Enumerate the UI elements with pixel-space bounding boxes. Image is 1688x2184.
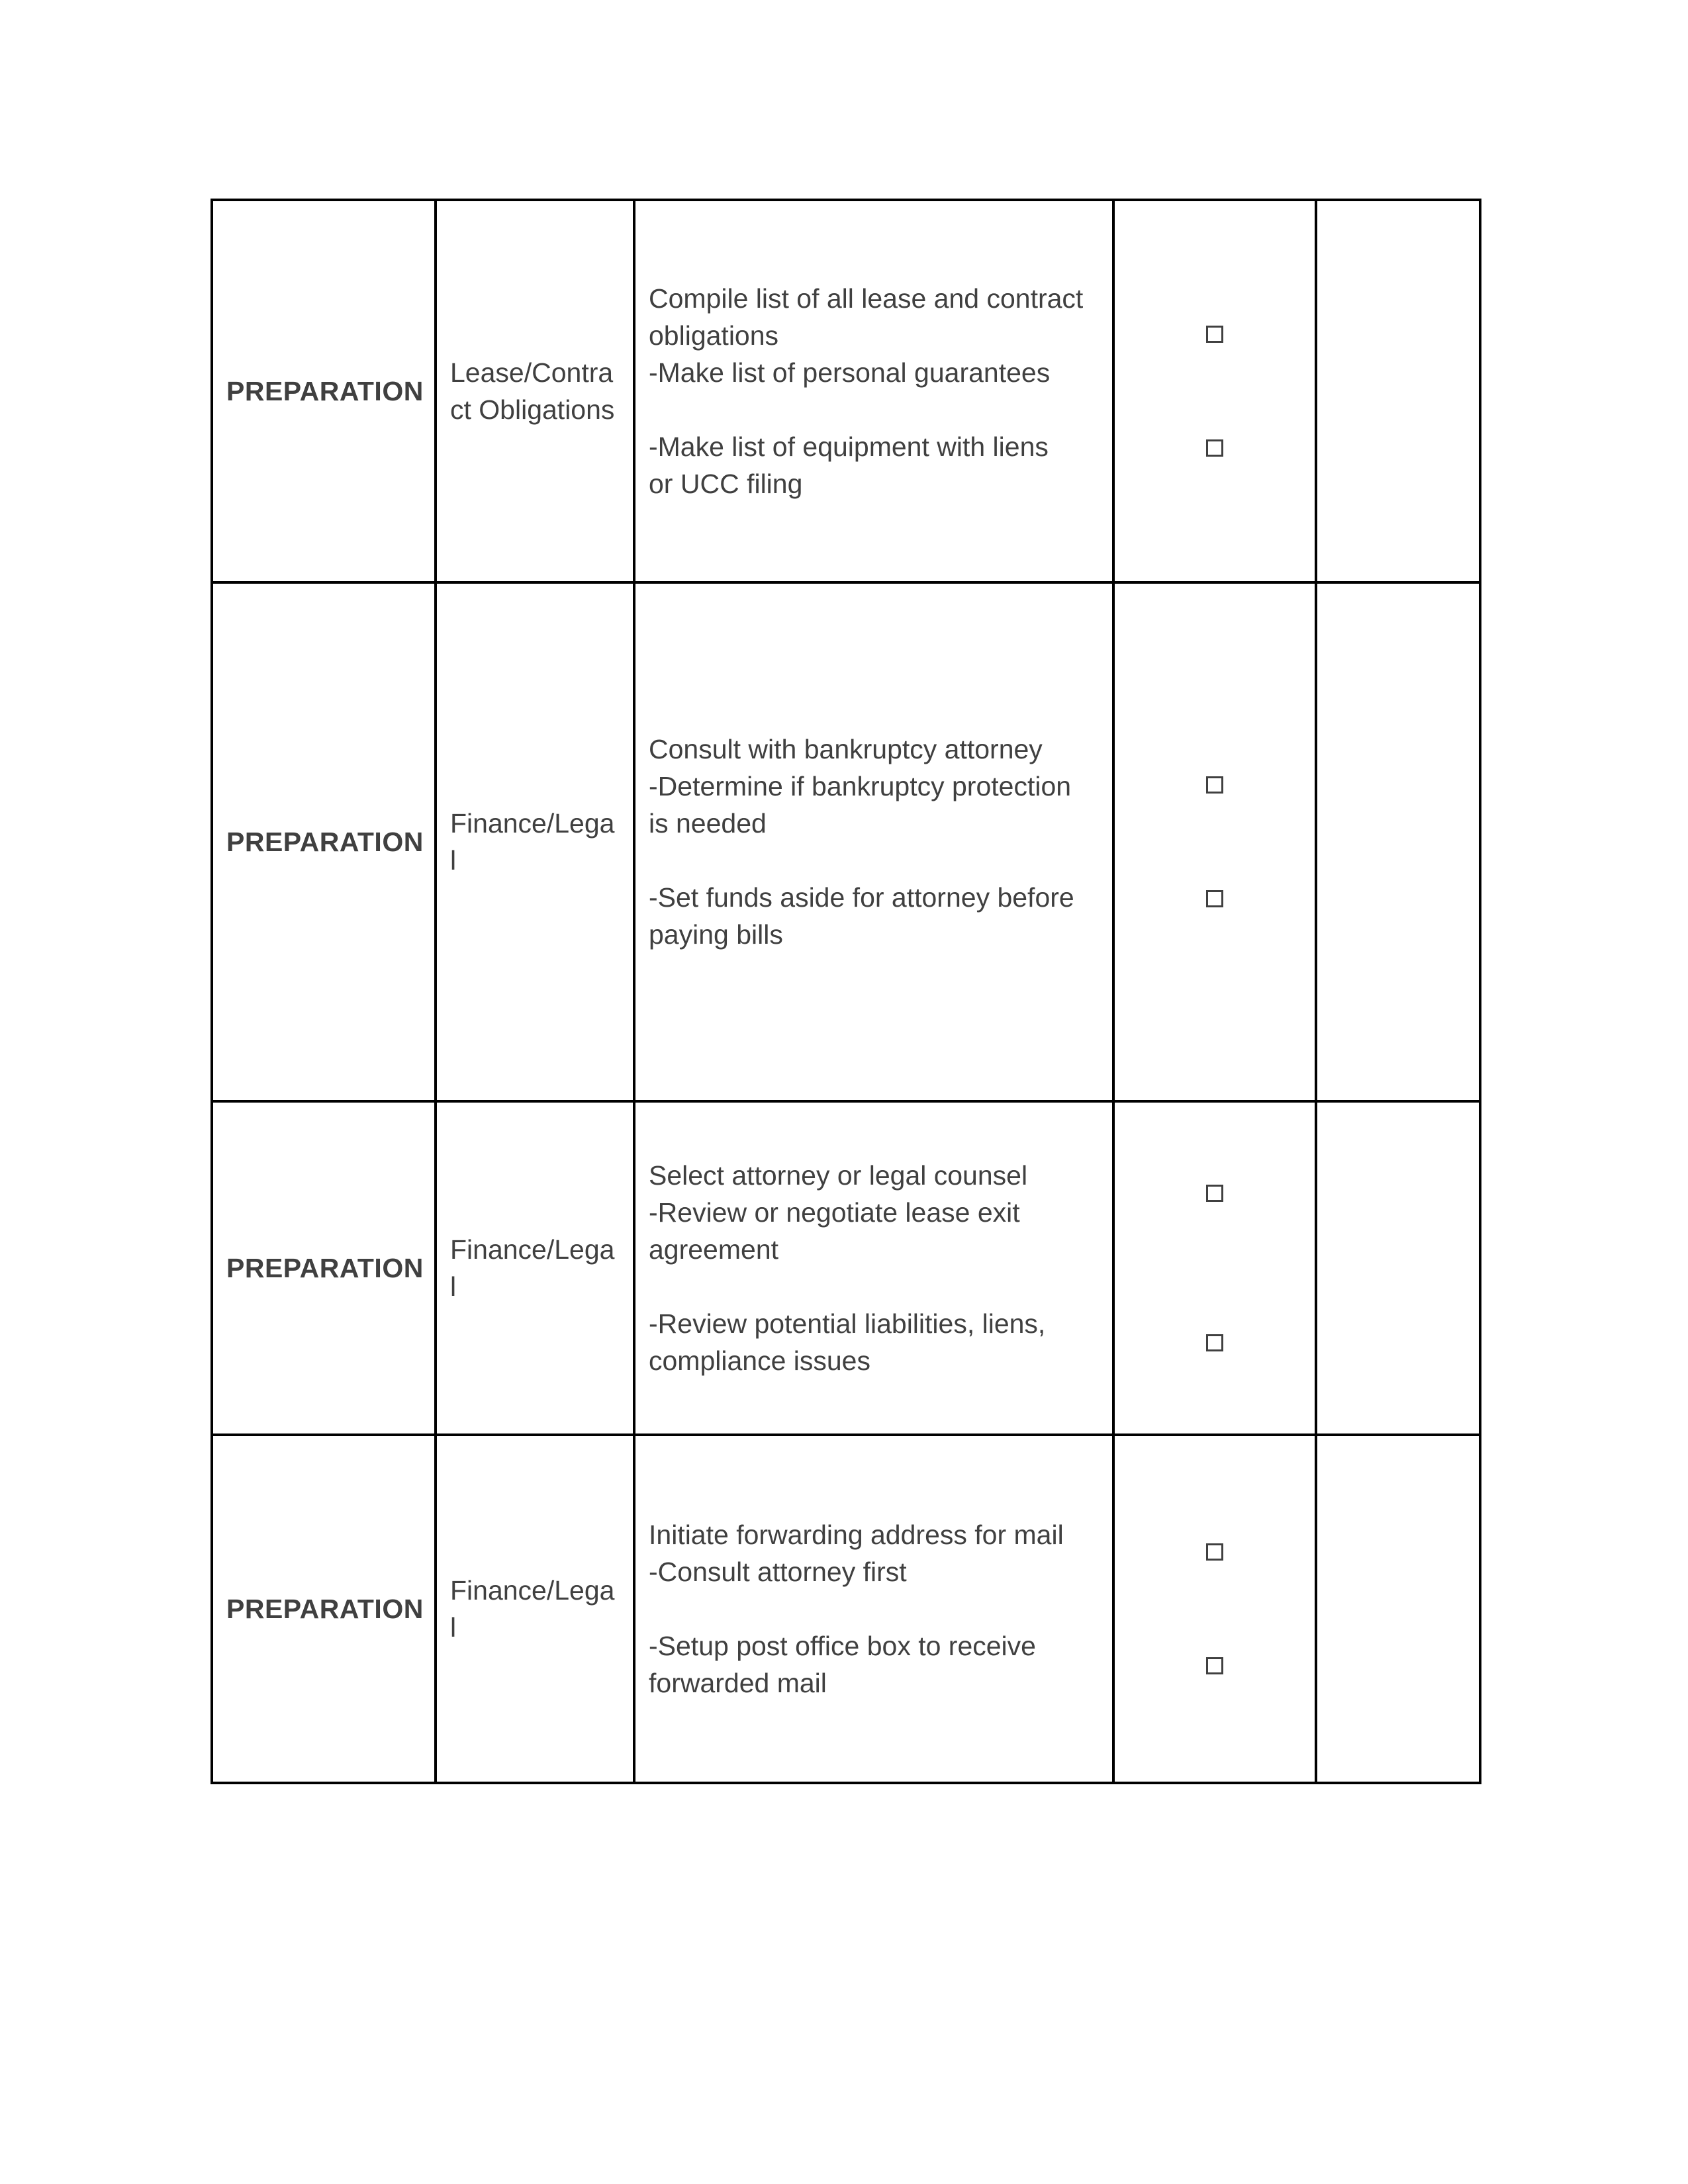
checkbox-cell [1113, 200, 1316, 582]
task-subitem-line: -Make list of equipment with liens [649, 432, 1049, 462]
checkbox-cell [1113, 1101, 1316, 1435]
area-cell: Finance/Legal [436, 1435, 634, 1783]
phase-cell: PREPARATION [212, 200, 436, 582]
checkbox[interactable] [1206, 890, 1223, 907]
checkbox-cell [1113, 1435, 1316, 1783]
notes-cell[interactable] [1316, 582, 1480, 1101]
task-cell [634, 582, 1113, 1101]
task-title-line: Initiate forwarding address for mail [649, 1520, 1064, 1550]
checkbox[interactable] [1206, 1543, 1223, 1561]
table-row [212, 1101, 1480, 1435]
table-row [212, 582, 1480, 1101]
area-cell: Finance/Legal [436, 1101, 634, 1435]
table-row [212, 200, 1480, 582]
task-title-line: Consult with bankruptcy attorney [649, 734, 1043, 764]
task-title-line: obligations [649, 320, 779, 351]
task-subitem-line: -Review or negotiate lease exit [649, 1197, 1020, 1228]
checkbox[interactable] [1206, 1185, 1223, 1202]
task-subitem-line: -Determine if bankruptcy protection [649, 771, 1072, 801]
notes-cell[interactable] [1316, 1435, 1480, 1783]
notes-cell[interactable] [1316, 1101, 1480, 1435]
task-cell [634, 1101, 1113, 1435]
checkbox[interactable] [1206, 439, 1223, 457]
area-cell: Lease/Contract Obligations [436, 200, 634, 582]
task-subitem-line: or UCC filing [649, 469, 803, 499]
phase-cell: PREPARATION [212, 1101, 436, 1435]
notes-cell[interactable] [1316, 200, 1480, 582]
task-subitem-line: -Review potential liabilities, liens, [649, 1308, 1046, 1339]
checkbox[interactable] [1206, 326, 1223, 343]
area-cell: Finance/Legal [436, 582, 634, 1101]
task-subitem-line: paying bills [649, 919, 783, 950]
task-cell [634, 200, 1113, 582]
task-subitem-line: forwarded mail [649, 1668, 827, 1698]
task-subitem-line: -Set funds aside for attorney before [649, 882, 1074, 913]
table-row [212, 1435, 1480, 1783]
task-subitem-line: compliance issues [649, 1345, 870, 1376]
checkbox[interactable] [1206, 776, 1223, 794]
task-subitem-line: -Consult attorney first [649, 1557, 907, 1587]
checkbox[interactable] [1206, 1657, 1223, 1674]
task-subitem-line: is needed [649, 808, 767, 839]
task-cell [634, 1435, 1113, 1783]
task-title-line: Compile list of all lease and contract [649, 283, 1084, 314]
checkbox-cell [1113, 582, 1316, 1101]
checkbox[interactable] [1206, 1334, 1223, 1351]
checklist-table [211, 199, 1481, 1784]
task-title-line: Select attorney or legal counsel [649, 1160, 1028, 1191]
task-subitem-line: -Make list of personal guarantees [649, 357, 1051, 388]
task-subitem-line: -Setup post office box to receive [649, 1631, 1036, 1661]
task-subitem-line: agreement [649, 1234, 779, 1265]
phase-cell: PREPARATION [212, 582, 436, 1101]
phase-cell: PREPARATION [212, 1435, 436, 1783]
